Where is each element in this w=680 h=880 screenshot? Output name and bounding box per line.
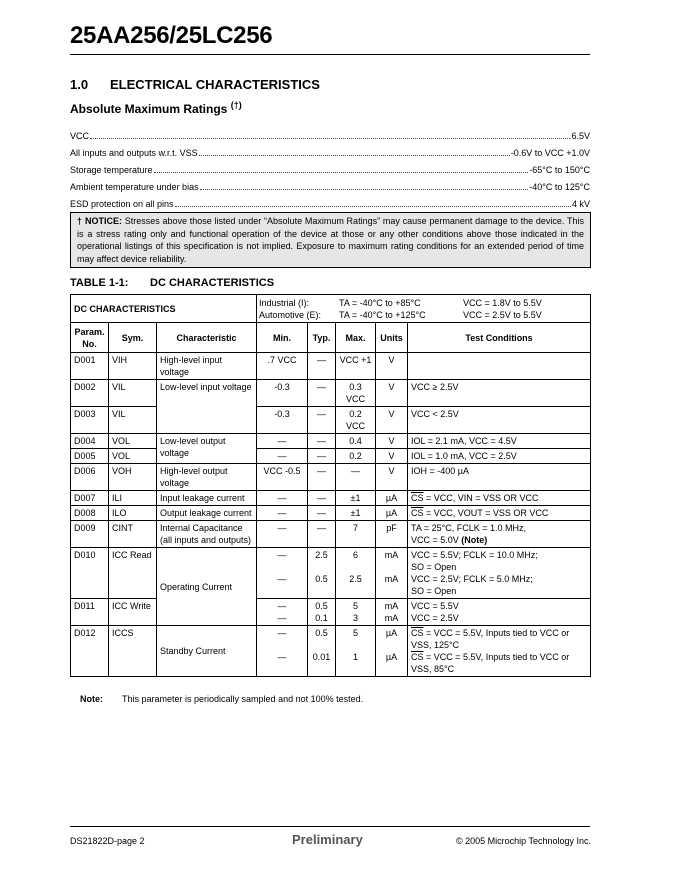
min-cell: -0.3 [257, 407, 308, 434]
param-cell: D001 [71, 353, 109, 380]
cond-cell: VCC < 2.5V [408, 407, 591, 434]
min-value: — [277, 601, 287, 611]
cond-text: VCC = 5.0V [411, 535, 459, 545]
units-value: µA [385, 652, 398, 662]
max-cell: 0.2 [336, 449, 376, 464]
rating-line [70, 124, 590, 141]
sym-cell: VIL [109, 380, 157, 407]
automotive-vcc: VCC = 2.5V to 5.5V [463, 309, 542, 320]
typ-cell: — [308, 506, 336, 521]
max-cell: 0.2 VCC [336, 407, 376, 434]
col-header-typ: Typ. [308, 323, 336, 353]
min-cell: — [257, 434, 308, 449]
cond-text: = VCC = 5.5V, Inputs tied to VCC or VSS, 125°C [411, 628, 570, 650]
max-cell [336, 548, 376, 599]
max-value: 5 [352, 601, 358, 611]
param-cell: D005 [71, 449, 109, 464]
units-value: µA [385, 628, 398, 638]
param-cell: D006 [71, 464, 109, 491]
page-number: DS21822D-page 2 [70, 836, 145, 846]
typ-cell: — [308, 434, 336, 449]
table-row [71, 548, 591, 599]
cond-line: TA = 25°C, FCLK = 1.0 MHz, [411, 523, 526, 533]
typ-value: 0.5 [315, 628, 328, 638]
param-cell: D011 [71, 599, 109, 626]
min-cell: — [257, 521, 308, 548]
table-row [71, 407, 591, 434]
min-cell [257, 548, 308, 599]
operating-conditions [257, 295, 591, 323]
units-cell: V [376, 449, 408, 464]
rating-label: ESD protection on all pins [70, 199, 174, 209]
copyright: © 2005 Microchip Technology Inc. [456, 836, 592, 846]
min-cell: -0.3 [257, 380, 308, 407]
units-cell: V [376, 353, 408, 380]
leader-dots [90, 138, 570, 139]
typ-cell: — [308, 491, 336, 506]
cond-cell [408, 599, 591, 626]
min-cell: .7 VCC [257, 353, 308, 380]
col-header-conditions: Test Conditions [408, 323, 591, 353]
leader-dots [175, 206, 571, 207]
rating-value: -40°C to 125°C [529, 182, 590, 192]
units-cell: µA [376, 491, 408, 506]
typ-cell: — [308, 449, 336, 464]
cond-cell [408, 521, 591, 548]
char-cell: Output leakage current [157, 506, 257, 521]
max-value: 6 [352, 550, 358, 560]
table-row [71, 434, 591, 449]
units-cell: V [376, 464, 408, 491]
max-value: 1 [352, 652, 358, 662]
min-cell: VCC -0.5 [257, 464, 308, 491]
min-value: — [277, 628, 287, 638]
param-cell: D010 [71, 548, 109, 599]
document-title: 25AA256/25LC256 [70, 22, 273, 49]
sym-cell: VIL [109, 407, 157, 434]
cond-line: VCC = 5.5V [411, 601, 459, 611]
rating-value: -65°C to 150°C [529, 165, 590, 175]
sym-cell: VOH [109, 464, 157, 491]
cond-cell [408, 353, 591, 380]
col-header-param: Param. No. [71, 323, 109, 353]
min-cell: — [257, 449, 308, 464]
sym-cell: ICCS [109, 626, 157, 677]
typ-cell: — [308, 521, 336, 548]
typ-value: 0.5 [315, 574, 328, 584]
cond-line: SO = Open [411, 586, 457, 596]
cond-line [411, 534, 587, 546]
char-cell: Low-level output voltage [157, 434, 257, 464]
param-cell: D003 [71, 407, 109, 434]
param-cell: D004 [71, 434, 109, 449]
char-cell: High-level output voltage [157, 464, 257, 491]
cond-cell: IOH = -400 µA [408, 464, 591, 491]
col-header-characteristic: Characteristic [157, 323, 257, 353]
max-value: 3 [352, 613, 358, 623]
sym-cell: VOL [109, 434, 157, 449]
max-cell [336, 599, 376, 626]
min-cell [257, 626, 308, 677]
automotive-label: Automotive (E): [259, 309, 322, 320]
char-cell: Input leakage current [157, 491, 257, 506]
min-value: — [277, 652, 287, 662]
param-cell: D002 [71, 380, 109, 407]
units-value: mA [384, 550, 399, 560]
sym-cell: ILO [109, 506, 157, 521]
table-row [71, 449, 591, 464]
cond-cell: IOL = 1.0 mA, VCC = 2.5V [408, 449, 591, 464]
min-cell: — [257, 506, 308, 521]
max-cell [336, 626, 376, 677]
cond-line: VCC = 2.5V; FCLK = 5.0 MHz; [411, 574, 533, 584]
industrial-label: Industrial (I): [259, 297, 310, 308]
table-title: DC CHARACTERISTICS [150, 277, 275, 289]
param-cell: D008 [71, 506, 109, 521]
rating-value: 6.5V [571, 131, 590, 141]
note-text: This parameter is periodically sampled and not 100% tested. [122, 694, 364, 704]
typ-cell: — [308, 407, 336, 434]
dc-header-label: DC CHARACTERISTICS [71, 295, 257, 323]
rating-value: 4 kV [571, 199, 590, 209]
max-value: 5 [352, 628, 358, 638]
table-column-headers [71, 323, 591, 353]
table-row [71, 521, 591, 548]
cond-text: = VCC, VOUT = VSS OR VCC [423, 508, 549, 518]
cond-line [411, 627, 587, 651]
table-row [71, 380, 591, 407]
units-cell [376, 599, 408, 626]
sym-cell: CINT [109, 521, 157, 548]
char-cell: Low-level input voltage [157, 380, 257, 434]
max-cell: 0.4 [336, 434, 376, 449]
table-row [71, 353, 591, 380]
abs-max-heading [70, 100, 242, 116]
col-header-min: Min. [257, 323, 308, 353]
automotive-temp: TA = -40°C to +125°C [339, 309, 426, 320]
dc-table-wrapper [70, 294, 590, 677]
dc-characteristics-table [70, 294, 591, 677]
table-header-conditions [71, 295, 591, 323]
typ-cell [308, 626, 336, 677]
table-row [71, 506, 591, 521]
units-cell: V [376, 380, 408, 407]
sym-cell: VOL [109, 449, 157, 464]
typ-cell [308, 548, 336, 599]
cond-text: = VCC, VIN = VSS OR VCC [423, 493, 539, 503]
note-label: Note: [80, 694, 103, 704]
section-number: 1.0 [70, 77, 89, 92]
max-cell: 0.3 VCC [336, 380, 376, 407]
typ-cell [308, 599, 336, 626]
min-value: — [277, 550, 287, 560]
max-cell: ±1 [336, 491, 376, 506]
char-cell: High-level input voltage [157, 353, 257, 380]
typ-value: 0.01 [312, 652, 331, 662]
param-cell: D009 [71, 521, 109, 548]
rating-line [70, 141, 590, 158]
table-row [71, 491, 591, 506]
industrial-vcc: VCC = 1.8V to 5.5V [463, 297, 542, 308]
leader-dots [154, 172, 529, 173]
cond-cell: IOL = 2.1 mA, VCC = 4.5V [408, 434, 591, 449]
sym-cell: ICC Read [109, 548, 157, 599]
max-cell: VCC +1 [336, 353, 376, 380]
rating-label: All inputs and outputs w.r.t. VSS [70, 148, 198, 158]
rating-label: VCC [70, 131, 90, 141]
industrial-temp: TA = -40°C to +85°C [339, 297, 421, 308]
typ-value: 2.5 [315, 550, 328, 560]
typ-value: 0.1 [315, 613, 328, 623]
units-value: mA [384, 574, 399, 584]
rating-label: Storage temperature [70, 165, 153, 175]
cs-signal: $\overline{CS}$ [411, 508, 424, 518]
status-label: Preliminary [292, 832, 363, 847]
units-cell: µA [376, 506, 408, 521]
rating-line [70, 158, 590, 175]
table-caption [70, 277, 274, 289]
cond-cell [408, 506, 591, 521]
title-rule [70, 54, 590, 55]
min-value: — [277, 574, 287, 584]
cond-line: VCC = 2.5V [411, 613, 459, 623]
leader-dots [199, 155, 510, 156]
table-number: TABLE 1-1: [70, 277, 129, 289]
units-cell: V [376, 407, 408, 434]
sym-cell: ILI [109, 491, 157, 506]
units-value: mA [384, 601, 399, 611]
cs-signal: $\overline{CS}$ [411, 628, 424, 638]
table-note [80, 694, 363, 704]
rating-value: -0.6V to VCC +1.0V [510, 148, 590, 158]
typ-cell: — [308, 464, 336, 491]
units-cell [376, 548, 408, 599]
rating-line [70, 192, 590, 209]
max-cell: ±1 [336, 506, 376, 521]
table-row [71, 626, 591, 677]
sym-cell: VIH [109, 353, 157, 380]
leader-dots [200, 189, 529, 190]
notice-box [70, 212, 591, 268]
param-cell: D007 [71, 491, 109, 506]
section-title: ELECTRICAL CHARACTERISTICS [110, 77, 320, 92]
abs-max-title: Absolute Maximum Ratings [70, 102, 228, 116]
sym-cell: ICC Write [109, 599, 157, 626]
char-cell: Operating Current [157, 548, 257, 626]
section-heading [70, 77, 320, 92]
min-cell: — [257, 491, 308, 506]
abs-max-list [70, 124, 590, 209]
col-header-sym: Sym. [109, 323, 157, 353]
dagger-mark: (†) [230, 100, 242, 110]
param-cell: D012 [71, 626, 109, 677]
notice-text: Stresses above those listed under “Absolute Maximum Ratings” may cause permanent damage to the device. This is a stress rating only and functional operation of the device at those or any other conditions above those indicated in the operational listings of this specification is not implied. Exposure to maximum rating conditions for an extended period of time may affect device reliability. [77, 216, 584, 264]
cond-line: SO = Open [411, 562, 457, 572]
cond-text: = VCC = 5.5V, Inputs tied to VCC or VSS, 85°C [411, 652, 570, 674]
typ-value: 0.5 [315, 601, 328, 611]
notice-label: † NOTICE: [77, 216, 122, 226]
cond-cell: VCC ≥ 2.5V [408, 380, 591, 407]
char-cell: Internal Capacitance (all inputs and outputs) [157, 521, 257, 548]
min-cell [257, 599, 308, 626]
col-header-units: Units [376, 323, 408, 353]
typ-cell: — [308, 380, 336, 407]
units-cell: pF [376, 521, 408, 548]
units-cell: V [376, 434, 408, 449]
max-cell: — [336, 464, 376, 491]
table-row [71, 599, 591, 626]
note-ref: (Note) [461, 535, 488, 545]
units-value: mA [384, 613, 399, 623]
units-cell [376, 626, 408, 677]
cond-cell [408, 491, 591, 506]
cond-line [411, 651, 587, 675]
rating-label: Ambient temperature under bias [70, 182, 199, 192]
max-cell: 7 [336, 521, 376, 548]
rating-line [70, 175, 590, 192]
cond-cell [408, 548, 591, 599]
cs-signal: $\overline{CS}$ [411, 493, 424, 503]
table-row [71, 464, 591, 491]
footer-rule [70, 826, 590, 827]
cond-line: VCC = 5.5V; FCLK = 10.0 MHz; [411, 550, 538, 560]
typ-cell: — [308, 353, 336, 380]
cs-signal: $\overline{CS}$ [411, 652, 424, 662]
max-value: 2.5 [349, 574, 362, 584]
col-header-max: Max. [336, 323, 376, 353]
cond-cell [408, 626, 591, 677]
char-cell: Standby Current [157, 626, 257, 677]
min-value: — [277, 613, 287, 623]
